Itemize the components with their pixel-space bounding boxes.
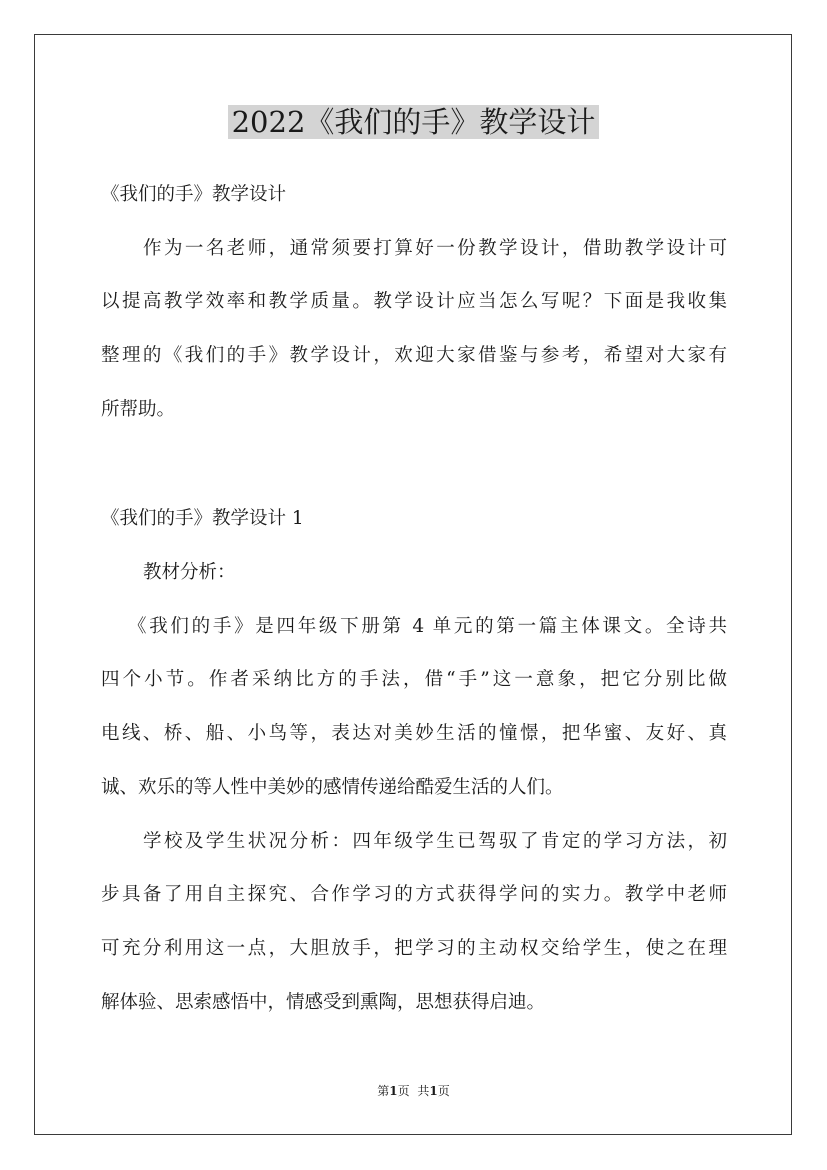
footer-total-suffix: 页	[437, 1084, 450, 1098]
intro-line-4: 所帮助。	[101, 399, 176, 420]
document-subtitle: 《我们的手》教学设计	[101, 184, 287, 205]
analysis-line-4: 诚、欢乐的等人性中美妙的感情传递给酷爱生活的人们。	[101, 777, 564, 798]
student-line-1: 学校及学生状况分析：四年级学生已驾驭了肯定的学习方法，初	[143, 831, 727, 852]
footer-page-number: 1	[389, 1084, 398, 1098]
footer-page-prefix: 第	[377, 1084, 390, 1098]
footer-total-number: 1	[429, 1084, 438, 1098]
intro-line-2: 以提高教学效率和教学质量。教学设计应当怎么写呢？下面是我收集	[101, 291, 727, 312]
student-line-4: 解体验、思索感悟中，情感受到熏陶，思想获得启迪。	[101, 992, 546, 1013]
analysis-line-3: 电线、桥、船、小鸟等，表达对美妙生活的憧憬，把华蜜、友好、真	[101, 723, 727, 744]
analysis-line-1: 《我们的手》是四年级下册第 4 单元的第一篇主体课文。全诗共	[128, 616, 727, 637]
analysis-label: 教材分析：	[143, 562, 236, 583]
footer-page-suffix: 页	[397, 1084, 410, 1098]
footer-total-prefix: 共	[417, 1084, 430, 1098]
intro-line-3: 整理的《我们的手》教学设计，欢迎大家借鉴与参考，希望对大家有	[101, 345, 727, 366]
analysis-line-2: 四个小节。作者采纳比方的手法，借“手”这一意象，把它分别比做	[101, 669, 727, 690]
section-heading: 《我们的手》教学设计 1	[101, 508, 304, 529]
document-title-text: 2022《我们的手》教学设计	[228, 105, 600, 139]
student-line-3: 可充分利用这一点，大胆放手，把学习的主动权交给学生，使之在理	[101, 938, 727, 959]
intro-line-1: 作为一名老师，通常须要打算好一份教学设计，借助教学设计可	[143, 238, 727, 259]
student-line-2: 步具备了用自主探究、合作学习的方式获得学问的实力。教学中老师	[101, 884, 727, 905]
document-title	[0, 103, 827, 141]
page-footer	[0, 1083, 827, 1099]
